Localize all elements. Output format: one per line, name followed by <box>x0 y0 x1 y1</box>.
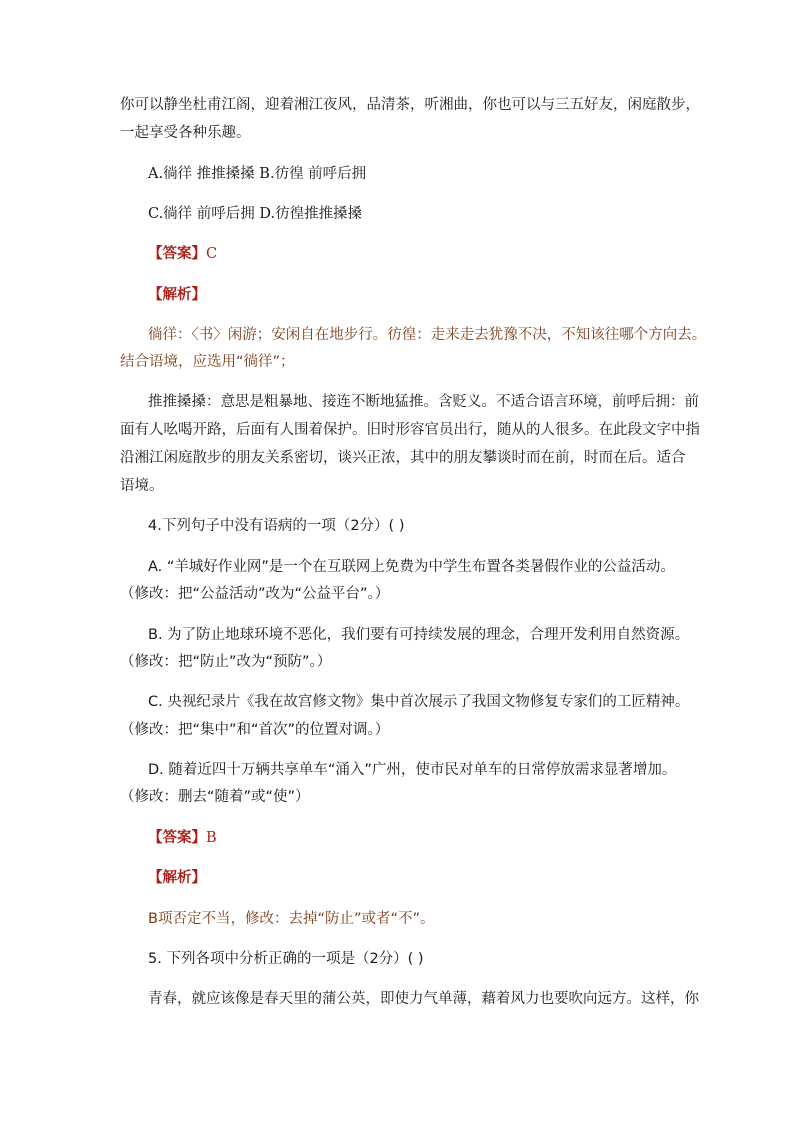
q4-option-b-line-1: B. 为了防止地球环境不恶化，我们要有可持续发展的理念，合理开发利用自然资源。 <box>148 627 690 643</box>
q4-analysis-label: 【解析】 <box>148 870 206 886</box>
q3-analysis-label: 【解析】 <box>148 287 206 303</box>
q3-analysis-p1-line-2: 结合语境，应选用“徜徉”； <box>120 354 295 370</box>
answer-label: 【答案】 <box>148 246 206 262</box>
q3-passage-line-1: 你可以静坐杜甫江阁，迎着湘江夜风，品清茶，听湘曲，你也可以与三五好友，闲庭散步， <box>120 97 700 113</box>
q4-option-d-line-1: D. 随着近四十万辆共享单车“涌入”广州，使市民对单车的日常停放需求显著增加。 <box>148 762 677 778</box>
q3-analysis-p2-line-3: 沿湘江闲庭散步的朋友关系密切，谈兴正浓，其中的朋友攀谈时而在前，时而在后。适合 <box>120 450 686 466</box>
q4-option-b-line-2: （修改：把“防止”改为“预防”。） <box>120 654 332 670</box>
q4-option-a-line-1: A. “羊城好作业网”是一个在互联网上免费为中学生布置各类暑假作业的公益活动。 <box>148 559 675 575</box>
q3-analysis-p1-line-1: 徜徉：〈书〉闲游；安闲自在地步行。彷徨：走来走去犹豫不决，不知该往哪个方向去。 <box>148 327 707 343</box>
q3-options-cd: C.徜徉 前呼后拥 D.彷徨推推搡搡 <box>148 206 363 222</box>
q3-options-ab: A.徜徉 推推搡搡 B.彷徨 前呼后拥 <box>148 166 367 182</box>
q5-passage-line-1: 青春，就应该像是春天里的蒲公英，即使力气单薄，藉着风力也要吹向远方。这样，你 <box>148 991 699 1007</box>
q5-question: 5. 下列各项中分析正确的一项是（2分）( ) <box>148 951 424 967</box>
answer-value: B <box>206 830 217 846</box>
q3-answer <box>148 244 217 264</box>
q4-option-c-line-1: C. 央视纪录片《我在故宫修文物》集中首次展示了我国文物修复专家们的工匠精神。 <box>148 694 690 710</box>
answer-value: C <box>206 246 218 262</box>
q4-question: 4.下列句子中没有语病的一项（2分）( ) <box>148 518 405 534</box>
q4-option-d-line-2: （修改：删去“随着”或“使”） <box>120 789 310 805</box>
q4-option-a-line-2: （修改：把“公益活动”改为“公益平台”。） <box>120 586 390 602</box>
q3-passage-line-2: 一起享受各种乐趣。 <box>120 125 251 141</box>
q3-analysis-p2-line-4: 语境。 <box>120 478 164 494</box>
q3-analysis-p2-line-2: 面有人吆喝开路，后面有人围着保护。旧时形容官员出行，随从的人很多。在此段文字中指 <box>120 422 700 438</box>
answer-label: 【答案】 <box>148 830 206 846</box>
q4-option-c-line-2: （修改：把“集中”和“首次”的位置对调。） <box>120 722 390 738</box>
q4-analysis-text: B项否定不当，修改：去掉“防止”或者“不”。 <box>148 911 435 927</box>
q4-answer <box>148 828 217 848</box>
q3-analysis-p2-line-1: 推推搡搡：意思是粗暴地、接连不断地猛推。含贬义。不适合语言环境，前呼后拥：前 <box>148 394 699 410</box>
